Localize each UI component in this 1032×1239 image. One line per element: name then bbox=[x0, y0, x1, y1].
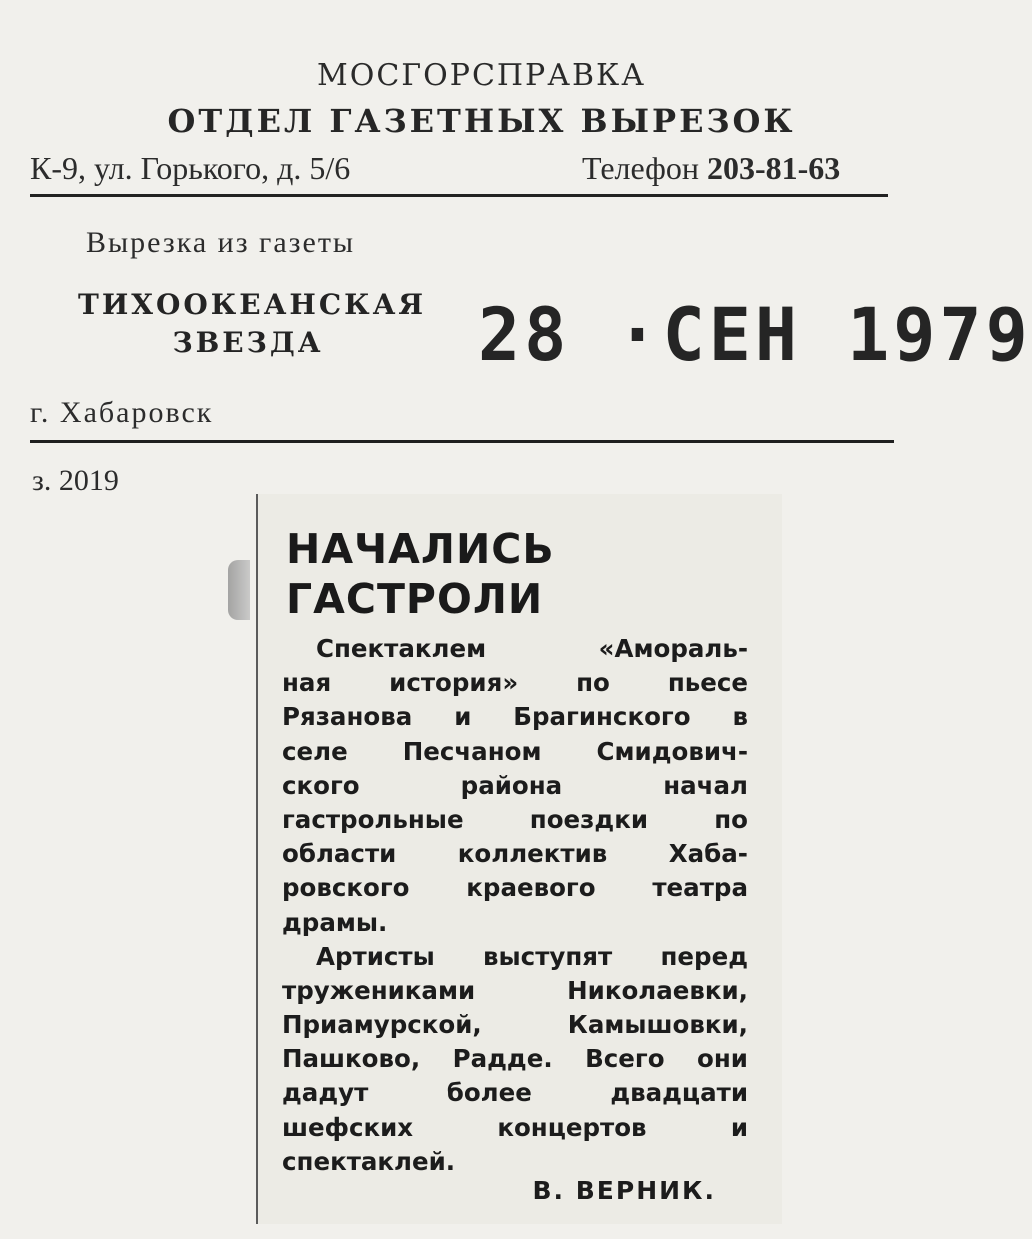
clip-label: Вырезка из газеты bbox=[86, 226, 356, 259]
article-line: ского района начал bbox=[282, 770, 748, 800]
article-line: Пашково, Радде. Всего они bbox=[282, 1044, 748, 1074]
date-stamp: 28 ·СЕН 1979 bbox=[478, 291, 1032, 379]
article-line: Артисты выступят перед bbox=[316, 941, 748, 971]
article-line: тружениками Николаевки, bbox=[282, 975, 748, 1005]
article-line: Спектаклем «Амораль- bbox=[316, 634, 748, 663]
phone bbox=[582, 150, 840, 187]
newspaper-name bbox=[78, 286, 427, 362]
city: г. Хабаровск bbox=[30, 396, 214, 429]
phone-number: 203-81-63 bbox=[706, 150, 841, 186]
article-line: области коллектив Хаба- bbox=[282, 839, 748, 869]
article-line: Приамурской, Камышовки, bbox=[282, 1010, 748, 1040]
article-headline bbox=[286, 524, 555, 624]
article-line: гастрольные поездки по bbox=[282, 804, 748, 834]
article-line: спектаклей. bbox=[282, 1146, 456, 1176]
newspaper-clipping bbox=[256, 494, 782, 1224]
article-line: дадут более двадцати bbox=[282, 1078, 748, 1108]
organization-name: МОСГОРСПРАВКА bbox=[317, 58, 646, 93]
header-divider bbox=[30, 194, 888, 197]
newspaper-name-line2: ЗВЕЗДА bbox=[172, 326, 324, 359]
source-divider bbox=[30, 440, 894, 443]
order-number: з. 2019 bbox=[32, 464, 119, 497]
newspaper-name-line1: ТИХООКЕАНСКАЯ bbox=[78, 288, 427, 321]
article-line: Рязанова и Брагинского в bbox=[282, 702, 748, 732]
article-signature: В. ВЕРНИК. bbox=[532, 1176, 716, 1205]
article-body bbox=[282, 632, 748, 1179]
address: К-9, ул. Горького, д. 5/6 bbox=[30, 150, 351, 186]
article-line: ровского краевого театра bbox=[282, 873, 748, 903]
article-line: селе Песчаном Смидович- bbox=[282, 736, 748, 766]
article-line: шефских концертов и bbox=[282, 1112, 748, 1142]
department-name: ОТДЕЛ ГАЗЕТНЫХ ВЫРЕЗОК bbox=[167, 102, 796, 140]
article-line: ная история» по пьесе bbox=[282, 668, 748, 698]
headline-line2: ГАСТРОЛИ bbox=[286, 575, 544, 623]
headline-line1: НАЧАЛИСЬ bbox=[286, 525, 555, 573]
phone-label: Телефон bbox=[582, 150, 699, 186]
torn-edge bbox=[228, 560, 250, 620]
article-line: драмы. bbox=[282, 907, 388, 937]
